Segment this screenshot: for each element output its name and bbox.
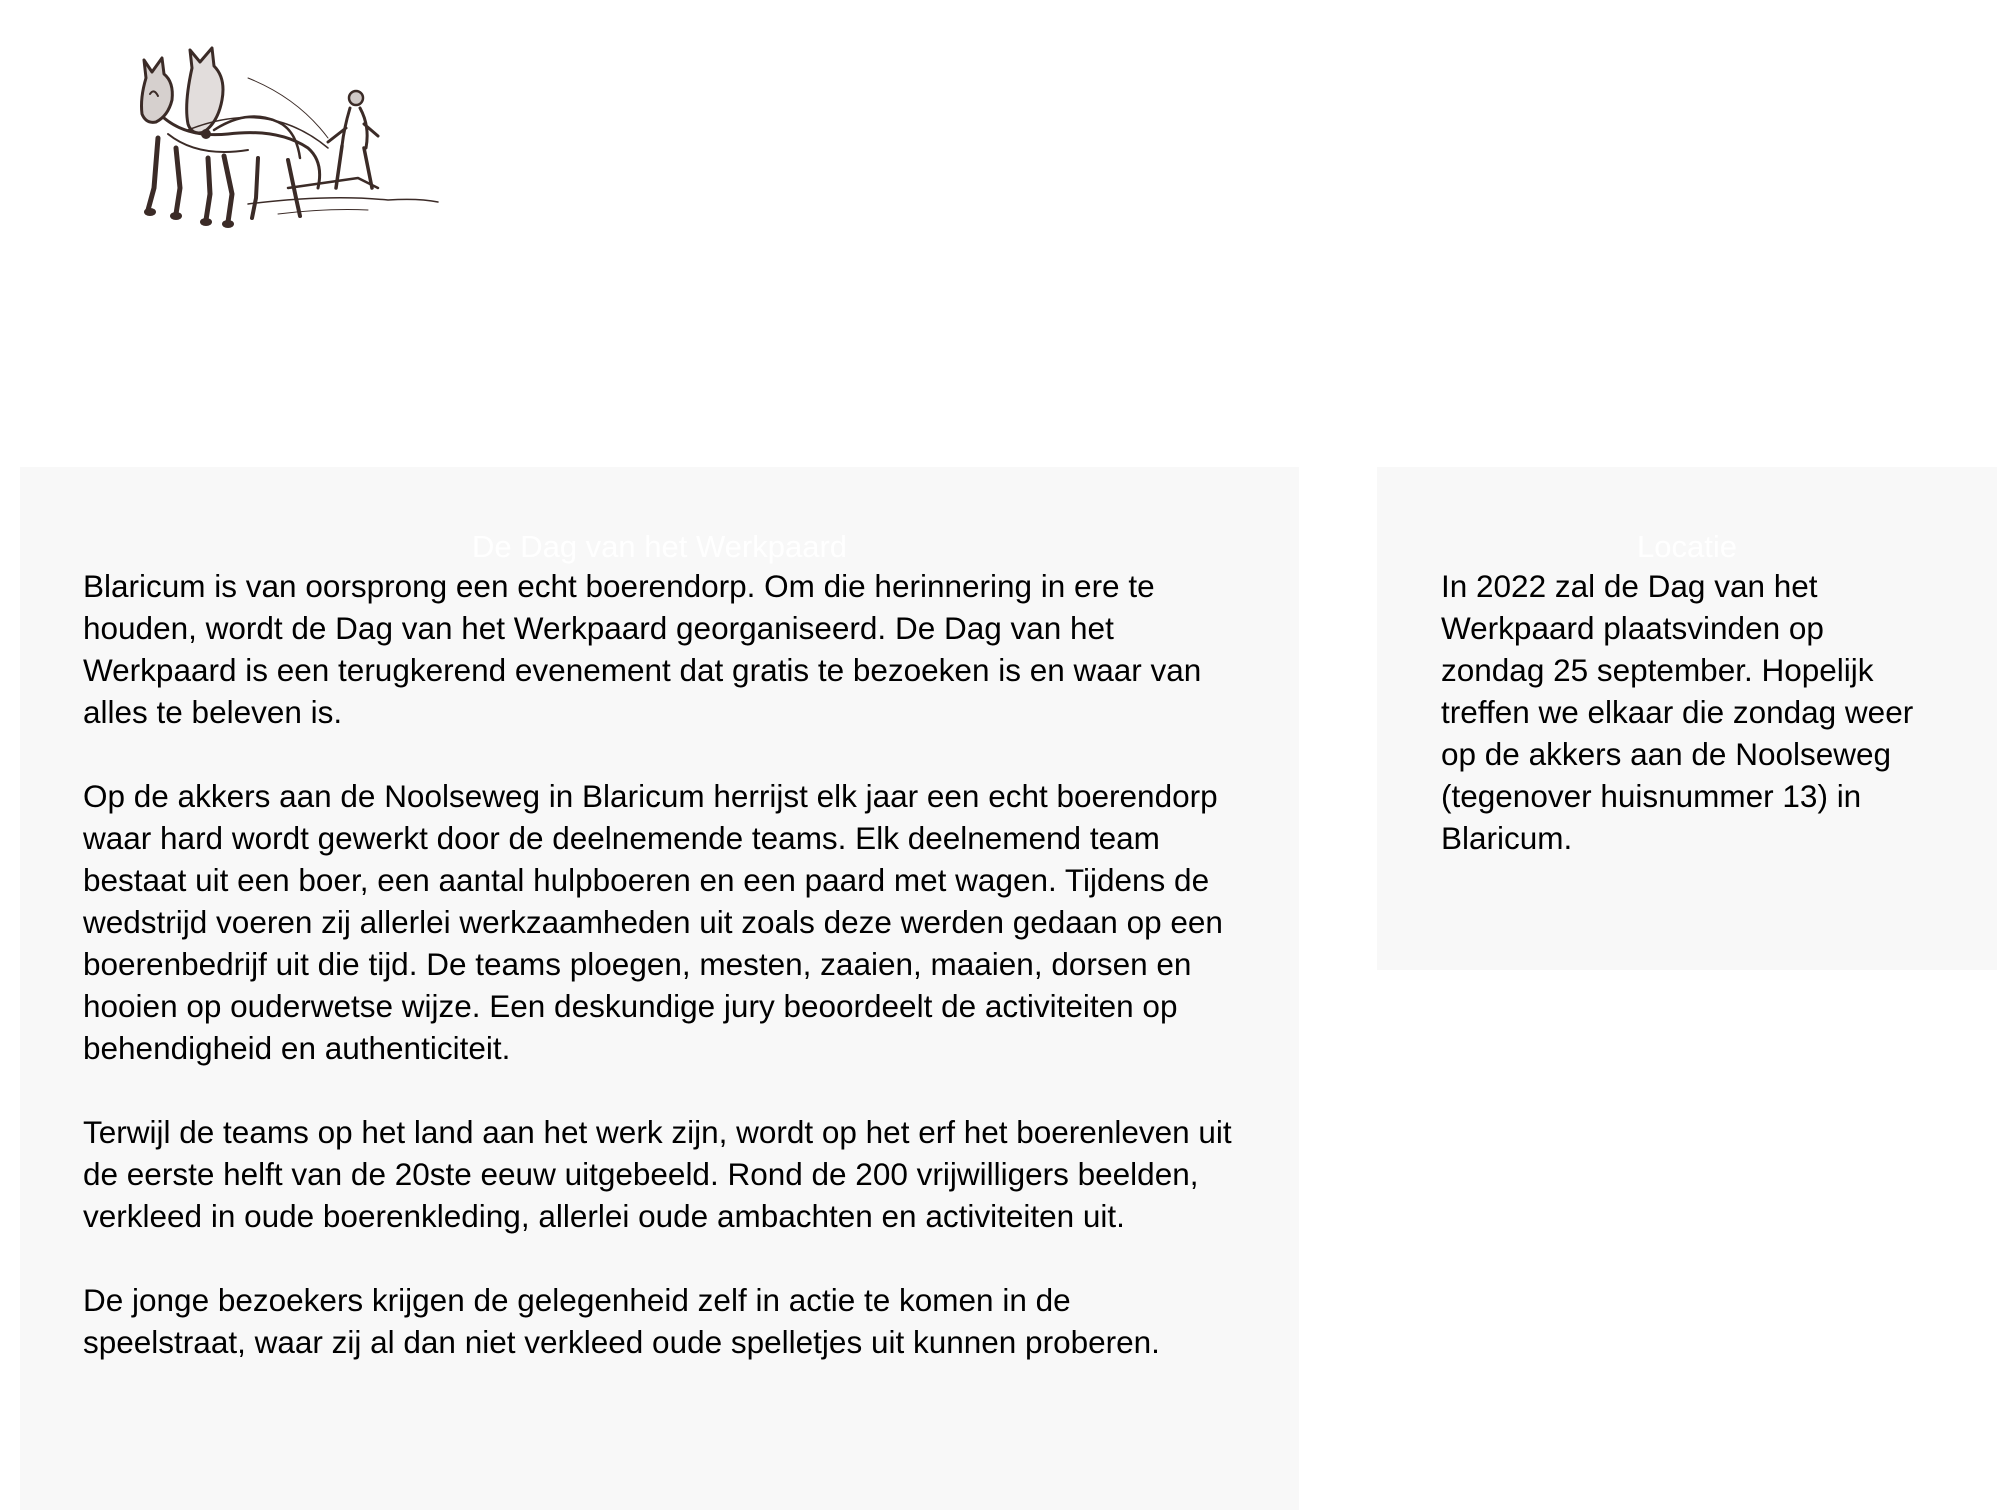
main-panel-body — [83, 565, 1236, 1363]
location-panel-title: Locatie — [1637, 529, 1737, 564]
paragraph-location: In 2022 zal de Dag van het Werkpaard plaatsvinden op zondag 25 september. Hopelijk treffen we elkaar die zondag weer op de akkers aan de Noolseweg (tegenover huisnummer 13) in Blaricum. — [1441, 568, 1914, 856]
logo-illustration[interactable] — [128, 38, 444, 234]
main-content-panel — [20, 467, 1299, 1510]
paragraph-teams: Op de akkers aan de Noolseweg in Blaricum herrijst elk jaar een echt boerendorp waar hard wordt gewerkt door de deelnemende teams. Elk deelnemend team bestaat uit een boer, een aantal hulpboeren en een paard met wagen. Tijdens de wedstrijd voeren zij allerlei werkzaamheden uit zoals deze werden gedaan op een boerenbedrijf uit die tijd. De teams ploegen, mesten, zaaien, maaien, dorsen en hooien op ouderwetse wijze. Een deskundige jury beoordeelt de activiteiten op behendigheid en authenticiteit. — [83, 778, 1223, 1066]
paragraph-intro: Blaricum is van oorsprong een echt boerendorp. Om die herinnering in ere te houden, wordt de Dag van het Werkpaard georganiseerd. De Dag van het Werkpaard is een terugkerend evenement dat gratis te bezoeken is en waar van alles te beleven is. — [83, 568, 1202, 730]
location-panel-body — [1441, 565, 1933, 859]
location-panel — [1377, 467, 1997, 970]
plough-horses-icon — [128, 38, 444, 234]
main-panel-title: De Dag van het Werkpaard — [471, 529, 848, 564]
paragraph-children: De jonge bezoekers krijgen de gelegenheid zelf in actie te komen in de speelstraat, waar zij al dan niet verkleed oude spelletjes uit kunnen proberen. — [83, 1282, 1160, 1360]
paragraph-farmyard: Terwijl de teams op het land aan het werk zijn, wordt op het erf het boerenleven uit de eerste helft van de 20ste eeuw uitgebeeld. Rond de 200 vrijwilligers beelden, verkleed in oude boerenkleding, allerlei oude ambachten en activiteiten uit. — [83, 1114, 1232, 1234]
